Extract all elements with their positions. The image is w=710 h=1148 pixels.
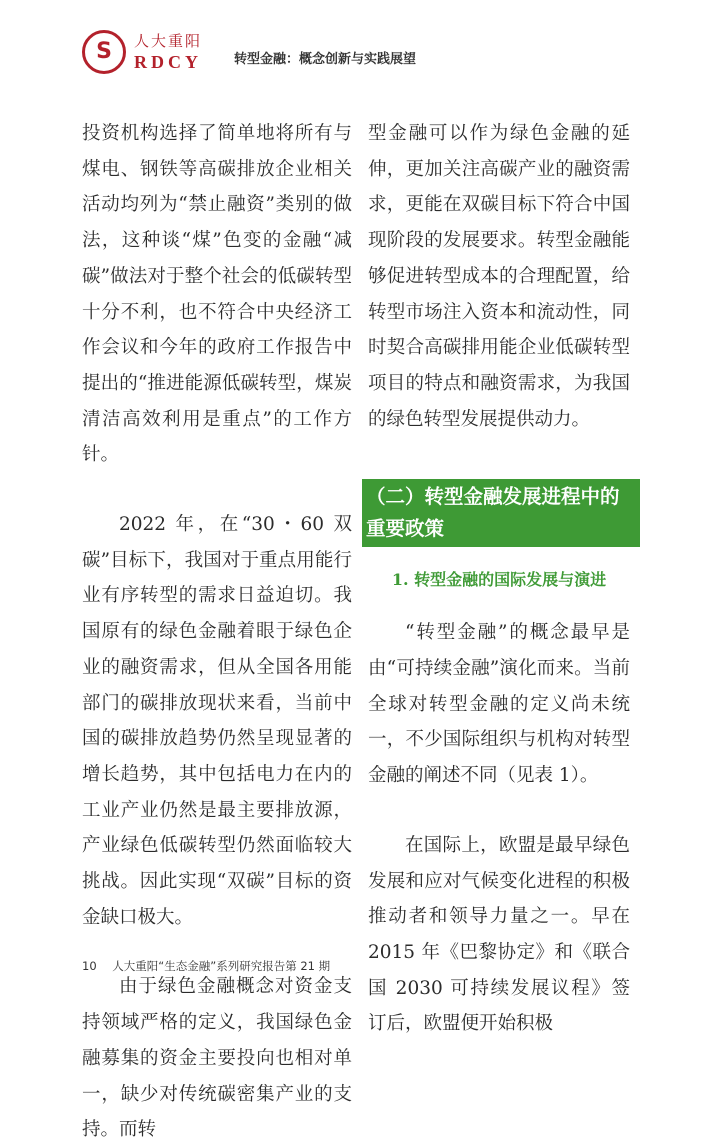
logo-symbol: S [96, 39, 112, 64]
report-title: 转型金融：概念创新与实践展望 [234, 52, 417, 67]
sub-heading: 1. 转型金融的国际发展与演进 [391, 570, 607, 590]
paragraph: 由于绿色金融概念对资金支持领域严格的定义，我国绿色金融募集的资金主要投向也相对单一，缺少对传统碳密集产业的支持。而转 [82, 976, 352, 1141]
logo-chinese-name: 人大重阳 [134, 32, 203, 50]
page-header [82, 30, 642, 90]
paragraph: 型金融可以作为绿色金融的延伸，更加关注高碳产业的融资需求，更能在双碳目标下符合中国现阶段的发展要求。转型金融能够促进转型成本的合理配置，给转型市场注入资本和流动性，同时契合高碳排用能企业低碳转型项目的特点和融资需求，为我国的绿色转型发展提供动力。 [368, 123, 630, 430]
left-column [82, 116, 352, 1148]
section-heading: （二）转型金融发展进程中的重要政策 [362, 479, 640, 547]
paragraph: 投资机构选择了简单地将所有与煤电、钢铁等高碳排放企业相关活动均列为“禁止融资”类别的做法，这种谈“煤”色变的金融“减碳”做法对于整个社会的低碳转型十分不利，也不符合中央经济工作会议和今年的政府工作报告中提出的“推进能源低碳转型，煤炭清洁高效利用是重点”的工作方针。 [82, 123, 352, 466]
paragraph: “转型金融”的概念最早是由“可持续金融”演化而来。当前全球对转型金融的定义尚未统一，不少国际组织与机构对转型金融的阐述不同（见表 1）。 [368, 622, 630, 787]
page-footer [82, 958, 330, 974]
rdcy-logo-icon [82, 30, 126, 74]
footer-series-title: 人大重阳“生态金融”系列研究报告第 21 期 [112, 959, 331, 973]
logo-english-name: RDCY [134, 52, 202, 72]
paragraph: 2022 年，在“30・60 双碳”目标下，我国对于重点用能行业有序转型的需求日益迫切。我国原有的绿色金融着眼于绿色企业的融资需求，但从全国各用能部门的碳排放现状来看，当前中国的碳排放趋势仍然呈现显著的增长趋势，其中包括电力在内的工业产业仍然是最主要排放源，产业绿色低碳转型仍然面临较大挑战。因此实现“双碳”目标的资金缺口极大。 [82, 514, 352, 928]
paragraph: 在国际上，欧盟是最早绿色发展和应对气候变化进程的积极推动者和领导力量之一。早在 2015 年《巴黎协定》和《联合国 2030 可持续发展议程》签订后，欧盟便开始积极 [368, 834, 630, 1035]
page-number: 10 [82, 959, 97, 973]
right-column [368, 116, 630, 1042]
